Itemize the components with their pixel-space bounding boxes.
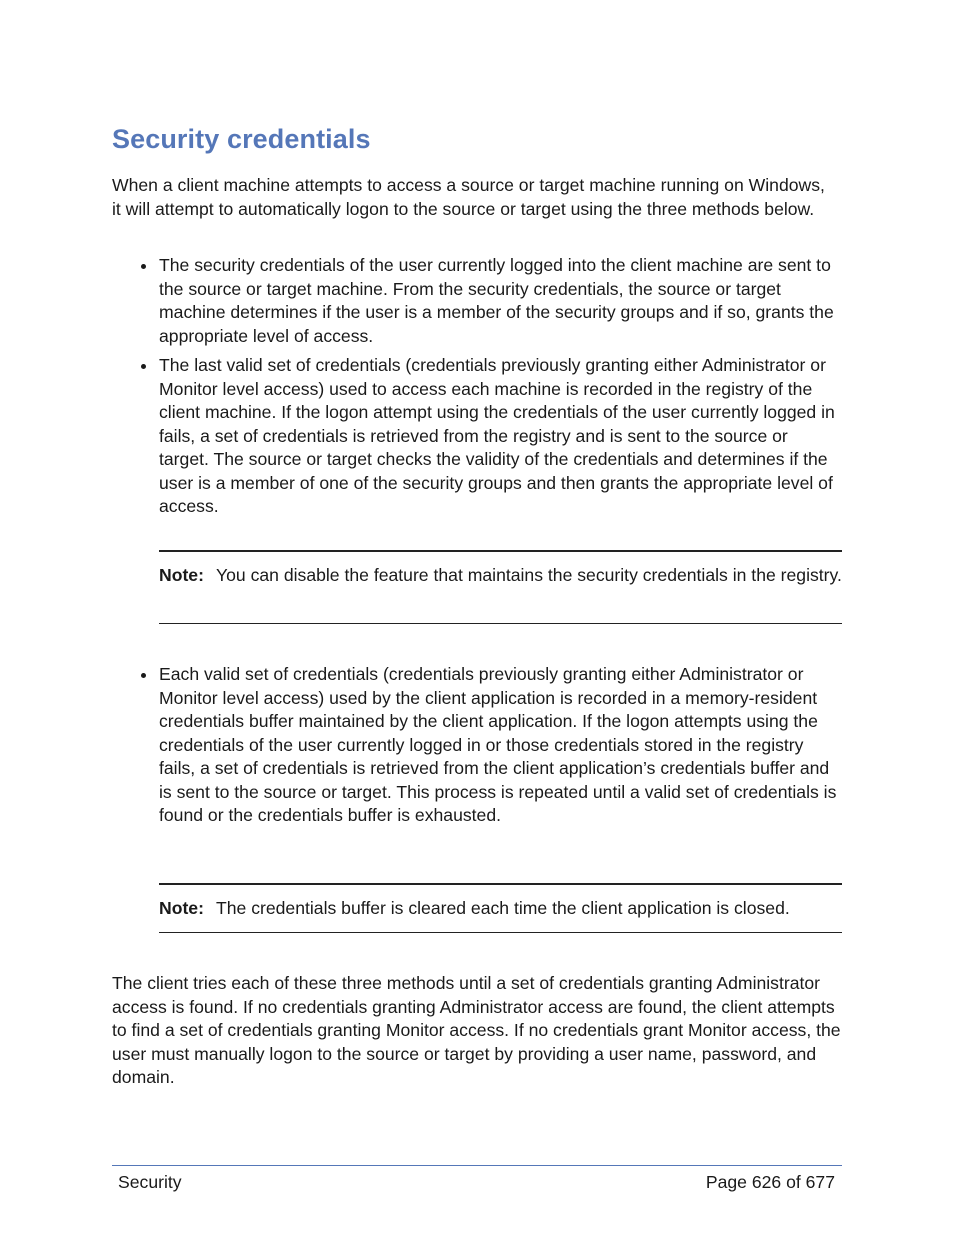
note-box xyxy=(159,550,842,624)
list-item-text: The last valid set of credentials (credentials previously granting either Administrator or Monitor level access) used to access each machine is recorded in the registry of the client machine. If the logon attempt using the credentials of the user currently logged in fails, a set of credentials is retrieved from the registry and is sent to the source or target. The source or target checks the validity of the credentials and determines if the user is a member of one of the security groups and then grants the appropriate level of access. xyxy=(159,355,835,516)
bullet-list xyxy=(112,663,842,828)
list-item xyxy=(112,354,842,519)
list-item-text: Each valid set of credentials (credentials previously granting either Administrator or Monitor level access) used by the client application is recorded in a memory-resident credentials buffer maintained by the client application. If the logon attempts using the credentials of the user currently logged in or those credentials stored in the registry fails, a set of credentials is retrieved from the client application’s credentials buffer and is sent to the source or target. This process is repeated until a valid set of credentials is found or the credentials buffer is exhausted. xyxy=(159,664,837,825)
list-item-text: The security credentials of the user currently logged into the client machine are sent to the source or target machine. From the security credentials, the source or target machine determines if the user is a member of the security groups and if so, grants the appropriate level of access. xyxy=(159,255,834,346)
note-box xyxy=(159,883,842,933)
note-text: You can disable the feature that maintains the security credentials in the registry. xyxy=(216,565,842,585)
note-label: Note: xyxy=(159,565,204,585)
bullet-icon xyxy=(141,364,146,369)
bullet-icon xyxy=(141,673,146,678)
note-content xyxy=(159,897,842,921)
footer-page-number: Page 626 of 677 xyxy=(705,1172,835,1192)
note-text: The credentials buffer is cleared each time the client application is closed. xyxy=(216,898,790,918)
list-item xyxy=(112,663,842,828)
list-item xyxy=(112,254,842,348)
document-page xyxy=(112,0,842,1235)
page-title: Security credentials xyxy=(112,124,371,154)
footer-section-name: Security xyxy=(118,1172,182,1192)
closing-paragraph: The client tries each of these three methods until a set of credentials granting Administrator access is found. If no credentials granting Administrator access are found, the client attempts to find a set of credentials granting Monitor access. If no credentials grant Monitor access, the user must manually logon to the source or target by providing a user name, password, and domain. xyxy=(112,973,841,1087)
footer-divider xyxy=(112,1165,842,1166)
bullet-list xyxy=(112,354,842,519)
note-label: Note: xyxy=(159,898,204,918)
note-content xyxy=(159,564,842,588)
bullet-list xyxy=(112,254,842,348)
bullet-icon xyxy=(141,264,146,269)
intro-paragraph: When a client machine attempts to access a source or target machine running on Windows, it will attempt to automatically logon to the source or target using the three methods below. xyxy=(112,175,825,219)
